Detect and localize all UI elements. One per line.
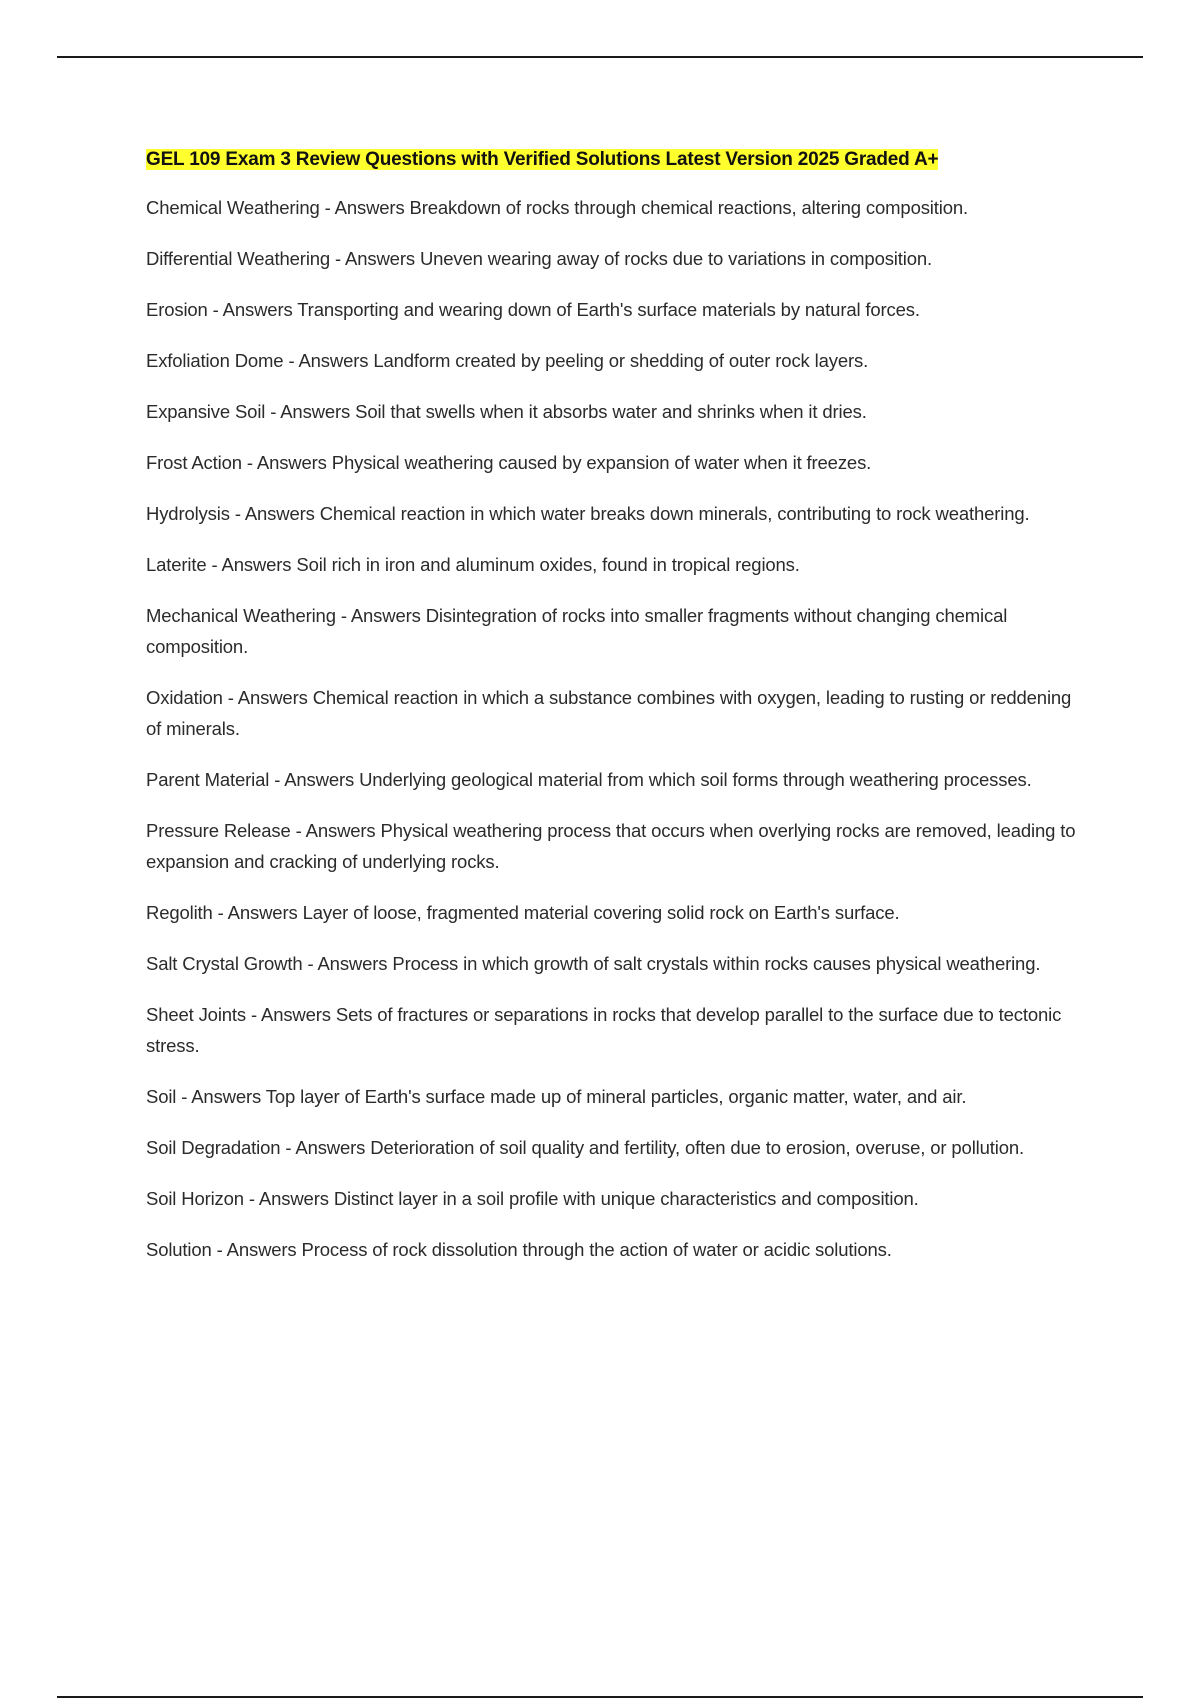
glossary-entry — [146, 294, 1086, 325]
glossary-entry — [146, 498, 1086, 529]
glossary-entry — [146, 764, 1086, 795]
entry-term: Expansive Soil — [146, 401, 266, 422]
entry-separator: - — [290, 820, 306, 841]
entry-term: Regolith — [146, 902, 213, 923]
answer-label: Answers — [261, 1004, 331, 1025]
entry-separator: - — [319, 197, 335, 218]
glossary-entry — [146, 447, 1086, 478]
entry-definition: Layer of loose, fragmented material covering solid rock on Earth's surface. — [302, 902, 900, 923]
glossary-entry — [146, 1132, 1086, 1163]
entry-separator: - — [243, 1188, 259, 1209]
entry-term: Erosion — [146, 299, 208, 320]
answer-label: Answers — [258, 1188, 329, 1209]
answer-label: Answers — [295, 1137, 366, 1158]
entry-term: Differential Weathering — [146, 248, 331, 269]
answer-label: Answers — [298, 350, 369, 371]
glossary-entry — [146, 345, 1086, 376]
entry-term: Sheet Joints — [146, 1004, 247, 1025]
entry-separator: - — [222, 687, 238, 708]
entry-separator: - — [283, 350, 299, 371]
glossary-entry — [146, 600, 1086, 662]
entry-separator: - — [176, 1086, 192, 1107]
entry-separator: - — [335, 605, 351, 626]
entry-definition: Process in which growth of salt crystals within rocks causes physical weathering. — [392, 953, 1041, 974]
glossary-entry — [146, 682, 1086, 744]
entry-definition: Physical weathering process that occurs when overlying rocks are removed, leading to expansion and cracking of underlying rocks. — [146, 820, 1076, 872]
entry-definition: Chemical reaction in which a substance combines with oxygen, leading to rusting or reddening of minerals. — [146, 687, 1072, 739]
glossary-entry — [146, 1234, 1086, 1265]
answer-label: Answers — [227, 902, 298, 923]
answer-label: Answers — [237, 687, 308, 708]
document-body — [146, 146, 1086, 1285]
entry-definition: Underlying geological material from which soil forms through weathering processes. — [359, 769, 1032, 790]
footer-rule — [57, 1696, 1143, 1698]
title-block — [146, 146, 1086, 175]
entry-separator: - — [280, 1137, 296, 1158]
entry-definition: Chemical reaction in which water breaks down minerals, contributing to rock weathering. — [319, 503, 1030, 524]
entry-separator: - — [229, 503, 245, 524]
entry-term: Exfoliation Dome — [146, 350, 284, 371]
answer-label: Answers — [226, 1239, 297, 1260]
glossary-entry — [146, 948, 1086, 979]
entry-term: Salt Crystal Growth — [146, 953, 303, 974]
answer-label: Answers — [334, 197, 405, 218]
entry-separator: - — [302, 953, 318, 974]
answer-label: Answers — [345, 248, 415, 269]
entry-term: Soil Horizon — [146, 1188, 244, 1209]
entry-definition: Disintegration of rocks into smaller fragments without changing chemical composition. — [146, 605, 1008, 657]
entry-term: Chemical Weathering — [146, 197, 320, 218]
entry-definition: Deterioration of soil quality and fertility, often due to erosion, overuse, or pollution. — [370, 1137, 1024, 1158]
answer-label: Answers — [350, 605, 421, 626]
answer-label: Answers — [280, 401, 351, 422]
entry-term: Hydrolysis — [146, 503, 230, 524]
entry-separator: - — [241, 452, 257, 473]
entry-definition: Physical weathering caused by expansion of water when it freezes. — [331, 452, 872, 473]
entry-definition: Transporting and wearing down of Earth's surface materials by natural forces. — [297, 299, 920, 320]
entry-definition: Sets of fractures or separations in rocks that develop parallel to the surface due to tectonic stress. — [146, 1004, 1062, 1056]
answer-label: Answers — [256, 452, 327, 473]
entry-term: Solution — [146, 1239, 212, 1260]
answer-label: Answers — [191, 1086, 262, 1107]
glossary-entry — [146, 815, 1086, 877]
entry-definition: Process of rock dissolution through the action of water or acidic solutions. — [301, 1239, 892, 1260]
entry-separator: - — [206, 554, 222, 575]
answer-label: Answers — [222, 299, 293, 320]
glossary-entry — [146, 396, 1086, 427]
entry-separator: - — [207, 299, 223, 320]
glossary-entry — [146, 1081, 1086, 1112]
answer-label: Answers — [284, 769, 355, 790]
answer-label: Answers — [221, 554, 292, 575]
entry-term: Pressure Release — [146, 820, 291, 841]
entry-definition: Soil rich in iron and aluminum oxides, found in tropical regions. — [296, 554, 800, 575]
entry-separator: - — [265, 401, 281, 422]
glossary-entry — [146, 549, 1086, 580]
entry-separator: - — [330, 248, 346, 269]
entry-term: Mechanical Weathering — [146, 605, 336, 626]
entry-term: Soil Degradation — [146, 1137, 281, 1158]
entry-separator: - — [212, 902, 228, 923]
entry-term: Laterite — [146, 554, 207, 575]
entry-separator: - — [269, 769, 285, 790]
entry-term: Parent Material — [146, 769, 270, 790]
entry-separator: - — [246, 1004, 261, 1025]
entry-term: Frost Action — [146, 452, 242, 473]
entry-definition: Top layer of Earth's surface made up of mineral particles, organic matter, water, and air. — [265, 1086, 967, 1107]
answer-label: Answers — [305, 820, 376, 841]
document-title: GEL 109 Exam 3 Review Questions with Verified Solutions Latest Version 2025 Graded A+ — [146, 149, 939, 170]
entry-definition: Landform created by peeling or shedding of outer rock layers. — [373, 350, 869, 371]
glossary-entry — [146, 192, 1086, 223]
entry-definition: Distinct layer in a soil profile with unique characteristics and composition. — [333, 1188, 919, 1209]
entry-term: Oxidation — [146, 687, 223, 708]
entry-separator: - — [211, 1239, 227, 1260]
entry-definition: Uneven wearing away of rocks due to variations in composition. — [419, 248, 932, 269]
glossary-list — [146, 192, 1086, 1265]
entry-term: Soil — [146, 1086, 177, 1107]
entry-definition: Breakdown of rocks through chemical reactions, altering composition. — [409, 197, 968, 218]
answer-label: Answers — [244, 503, 315, 524]
header-rule — [57, 56, 1143, 58]
answer-label: Answers — [317, 953, 388, 974]
glossary-entry — [146, 897, 1086, 928]
glossary-entry — [146, 1183, 1086, 1214]
entry-definition: Soil that swells when it absorbs water and shrinks when it dries. — [355, 401, 867, 422]
glossary-entry — [146, 243, 1086, 274]
glossary-entry — [146, 999, 1086, 1061]
